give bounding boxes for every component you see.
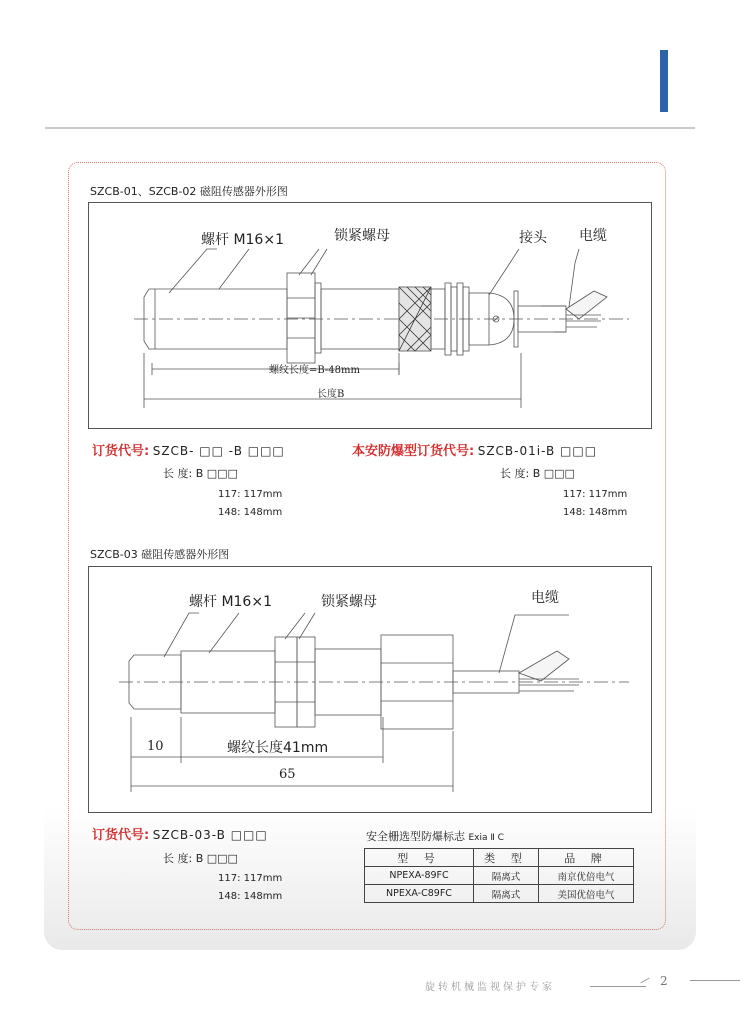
barrier-title [366, 828, 504, 844]
footer-line-right [690, 980, 740, 981]
drawing2 [88, 566, 652, 813]
order3 [92, 828, 268, 843]
table-row [365, 867, 634, 885]
drawing1 [88, 202, 652, 429]
header-rule [45, 127, 695, 129]
callout-nut: 锁紧螺母 [334, 228, 390, 244]
dim-total-length: 长度B [317, 389, 345, 400]
callout-rod: 螺杆 M16×1 [201, 232, 284, 248]
barrier-table [364, 848, 634, 903]
dim-thread-length: 螺纹长度=B-48mm [269, 365, 360, 376]
barrier-mark: Exia Ⅱ C [468, 833, 504, 843]
order2-label: 本安防爆型订货代号: [352, 444, 475, 459]
order1-opt1: 117: 117mm [218, 489, 283, 500]
section1-title: SZCB-01、SZCB-02 磁阻传感器外形图 [90, 185, 288, 198]
dim2-tip: 10 [147, 739, 164, 754]
row2-brand: 美国优倍电气 [539, 885, 634, 903]
order1-length: 长 度: B □□□ [163, 467, 238, 480]
order1 [92, 444, 285, 459]
order3-code: SZCB-03-B □□□ [152, 828, 268, 842]
callout2-nut: 锁紧螺母 [321, 594, 377, 610]
order1-label: 订货代号: [92, 444, 150, 459]
header-accent-bar [660, 50, 668, 112]
order3-opt1: 117: 117mm [218, 873, 283, 884]
footer-line-left [590, 986, 646, 987]
callout-connector: 接头 [519, 230, 547, 246]
order2-code: SZCB-01i-B □□□ [477, 444, 598, 458]
order1-code: SZCB- □□ -B □□□ [152, 444, 285, 458]
header-brand: 品 牌 [539, 849, 634, 867]
header-model: 型 号 [365, 849, 474, 867]
table-row [365, 885, 634, 903]
row1-type: 隔离式 [474, 867, 539, 885]
order3-length: 长 度: B □□□ [163, 852, 238, 865]
order2-length: 长 度: B □□□ [500, 467, 575, 480]
order2-opt1: 117: 117mm [563, 489, 628, 500]
footer-slogan: 旋转机械监视保护专家 [425, 982, 555, 993]
order1-opt2: 148: 148mm [218, 507, 283, 518]
callout2-rod: 螺杆 M16×1 [189, 594, 272, 610]
section2-title: SZCB-03 磁阻传感器外形图 [90, 548, 230, 561]
order2 [352, 444, 597, 459]
dim2-thread: 螺纹长度41mm [227, 740, 329, 756]
row1-model: NPEXA-89FC [365, 867, 474, 885]
callout2-cable: 电缆 [531, 590, 559, 606]
row1-brand: 南京优倍电气 [539, 867, 634, 885]
barrier-title-text: 安全栅选型防爆标志 [366, 830, 465, 843]
page-number: 2 [660, 974, 668, 988]
barrier-table-header [365, 849, 634, 867]
row2-model: NPEXA-C89FC [365, 885, 474, 903]
order3-opt2: 148: 148mm [218, 891, 283, 902]
header-type: 类 型 [474, 849, 539, 867]
dim2-total: 65 [279, 767, 296, 782]
footer-slash [640, 978, 649, 984]
row2-type: 隔离式 [474, 885, 539, 903]
order2-opt2: 148: 148mm [563, 507, 628, 518]
order3-label: 订货代号: [92, 828, 150, 843]
callout-cable: 电缆 [579, 228, 607, 244]
